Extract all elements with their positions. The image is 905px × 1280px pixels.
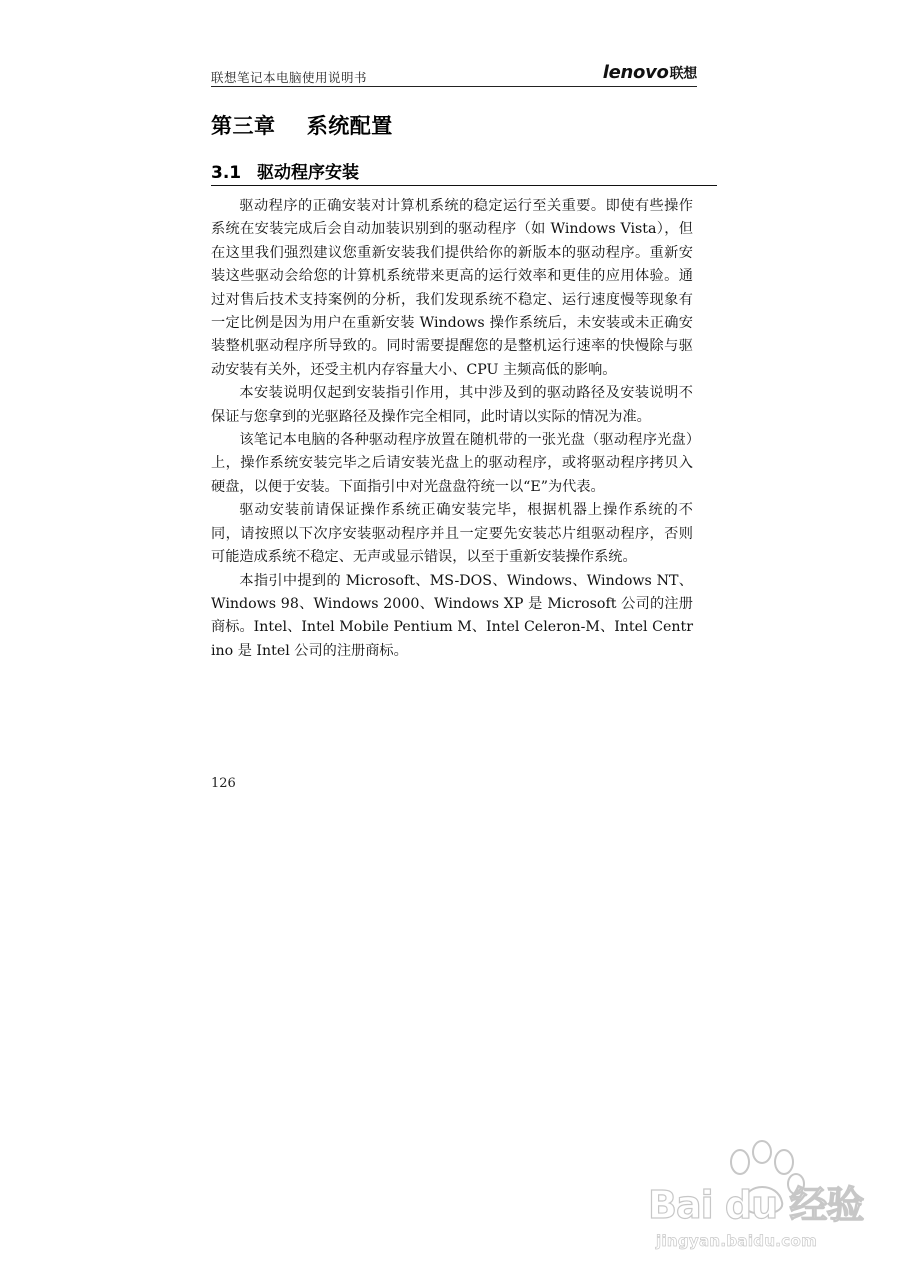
paragraph: 本安装说明仅起到安装指引作用，其中涉及到的驱动路径及安装说明不保证与您拿到的光驱路径及操作完全相同，此时请以实际的情况为准。: [211, 385, 693, 425]
paragraph: 驱动程序的正确安装对计算机系统的稳定运行至关重要。即使有些操作系统在安装完成后会自动加装识别到的驱动程序（如 Windows Vista），但在这里我们强烈建议您重新安装我们提供给你的新版本的驱动程序。重新安装这些驱动会给您的计算机系统带来更高的运行效率和更佳的应用体验。通过对售后技术支持案例的分析，我们发现系统不稳定、运行速度慢等现象有一定比例是因为用户在重新安装 Windows 操作系统后，未安装或未正确安装整机驱动程序所导致的。同时需要提醒您的是整机运行速率的快慢除与驱动安装有关外，还受主机内存容量大小、CPU 主频高低的影响。: [211, 198, 693, 378]
section-title: 驱动程序安装: [257, 163, 359, 183]
baidu-jingyan-watermark: [648, 1140, 888, 1270]
chapter-title: 第三章 系统配置: [211, 114, 393, 138]
paragraph: 该笔记本电脑的各种驱动程序放置在随机带的一张光盘（驱动程序光盘）上，操作系统安装完毕之后请安装光盘上的驱动程序，或将驱动程序拷贝入硬盘，以便于安装。下面指引中对光盘盘符统一以“E”为代表。: [211, 432, 693, 495]
paragraph: 本指引中提到的 Microsoft、MS-DOS、Windows、Windows NT、Windows 98、Windows 2000、Windows XP 是 Microsoft 公司的注册商标。Intel、Intel Mobile Pentium M、Intel Celeron-M、Intel Centrino 是 Intel 公司的注册商标。: [211, 572, 693, 659]
brand-name: lenovo: [602, 62, 669, 83]
section-heading: [211, 158, 717, 186]
lenovo-logo: [603, 62, 697, 83]
running-header: [211, 60, 697, 87]
body-text: [211, 195, 693, 663]
watermark-url: jingyan.baidu.com: [656, 1232, 818, 1250]
page-number: 126: [211, 776, 236, 791]
brand-name-cn: 联想: [669, 66, 697, 82]
paragraph: 驱动安装前请保证操作系统正确安装完毕，根据机器上操作系统的不同，请按照以下次序安装驱动程序并且一定要先安装芯片组驱动程序，否则可能造成系统不稳定、无声或显示错误，以至于重新安装操作系统。: [211, 502, 693, 566]
header-title: 联想笔记本电脑使用说明书: [211, 70, 368, 85]
section-number: 3.1: [211, 163, 242, 183]
watermark-logo-text: Bai du 经验: [648, 1183, 864, 1227]
